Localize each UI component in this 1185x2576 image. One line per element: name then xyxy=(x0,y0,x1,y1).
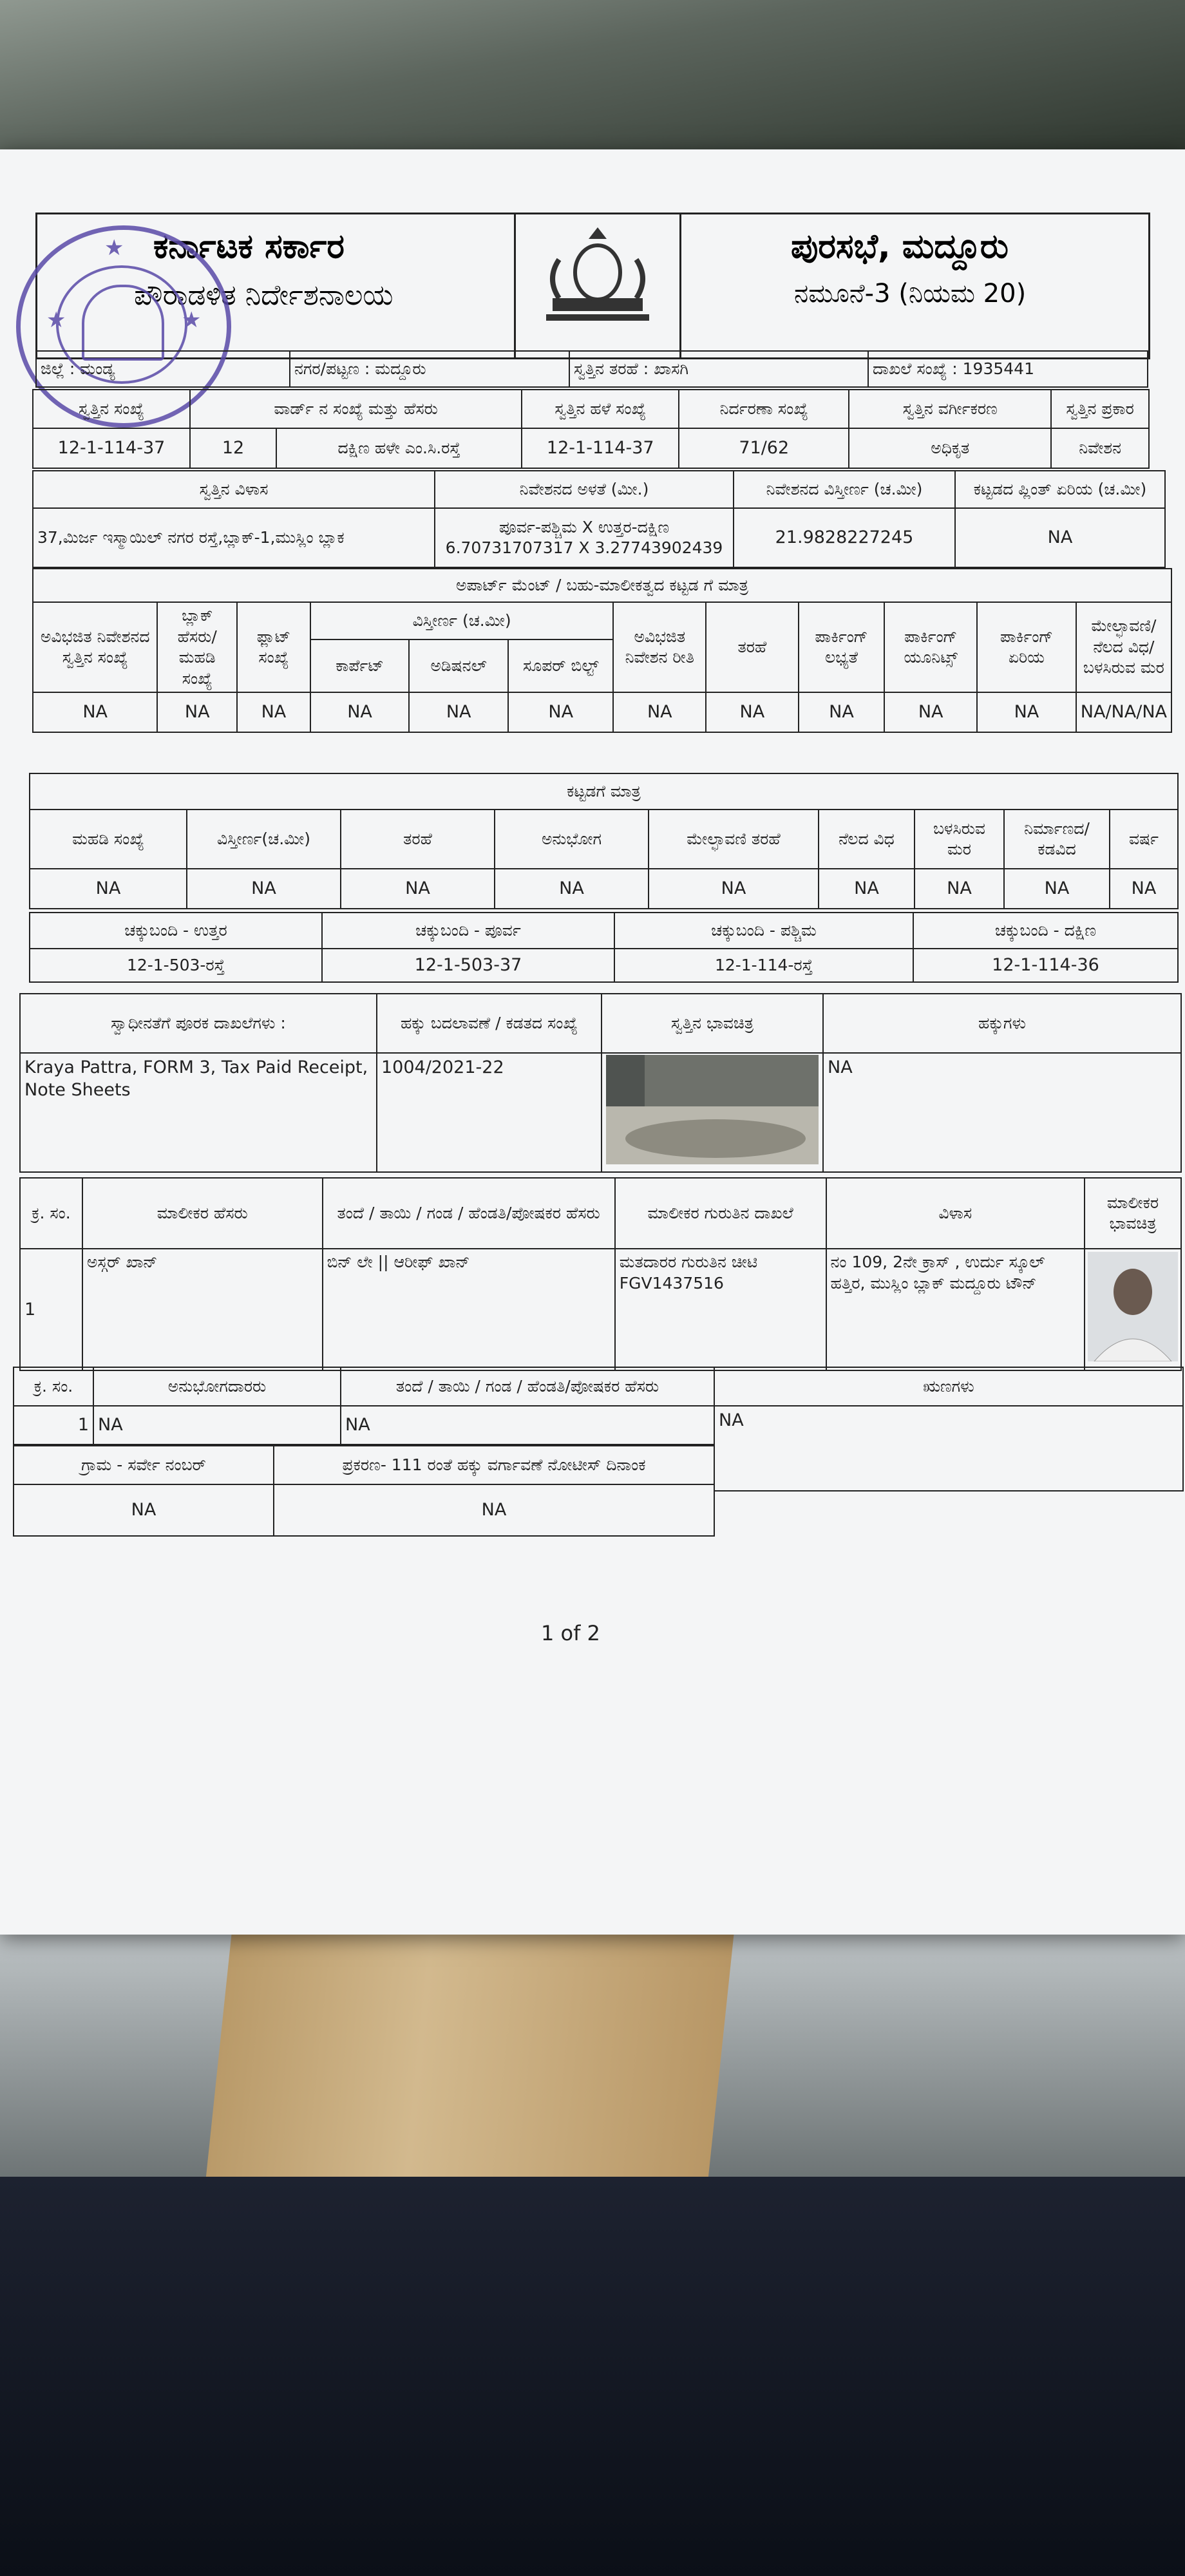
h-plinth-area: ಕಟ್ಟಡದ ಪ್ಲಿಂತ್ ಏರಿಯ (ಚ.ಮೀ) xyxy=(955,471,1165,508)
h-site-area: ನಿವೇಶನದ ವಿಸ್ತೀರ್ಣ (ಚ.ಮೀ) xyxy=(734,471,955,508)
entry-number: ದಾಖಲೆ ಸಂಖ್ಯೆ : 1935441 xyxy=(868,351,1148,387)
site-area: 21.9828227245 xyxy=(734,508,955,567)
apartment-title: ಅಪಾರ್ಟ್ ಮೆಂಟ್ / ಬಹು-ಮಾಲೀಕತ್ವದ ಕಟ್ಟಡ ಗೆ ಮಾತ್ರ xyxy=(33,569,1171,602)
occupant-name: NA xyxy=(93,1406,341,1444)
south: 12-1-114-36 xyxy=(913,949,1178,982)
h-address: ಸ್ವತ್ತಿನ ವಿಳಾಸ xyxy=(33,471,435,508)
h-south: ಚಕ್ಕುಬಂದಿ - ದಕ್ಷಿಣ xyxy=(913,913,1178,949)
h-transfer: ಹಕ್ಕು ಬದಲಾವಣೆ / ಕಡತದ ಸಂಖ್ಯೆ xyxy=(377,994,602,1053)
owner-photo-image xyxy=(1088,1252,1178,1361)
h-super-built: ಸೂಪರ್ ಬಿಲ್ಟ್ xyxy=(508,639,613,692)
district: ಜಿಲ್ಲೆ : ಮಂಡ್ಯ xyxy=(36,351,290,387)
h-building-area: ವಿಸ್ತೀರ್ಣ(ಚ.ಮೀ) xyxy=(187,810,341,869)
property-address-table xyxy=(32,470,1166,568)
h-survey-no: ಗ್ರಾಮ - ಸರ್ವೇ ನಂಬರ್ xyxy=(14,1446,274,1484)
bld-value: NA xyxy=(187,869,341,909)
h-floor-type: ನೆಲದ ವಿಧ xyxy=(819,810,915,869)
h-old-no: ಸ್ವತ್ತಿನ ಹಳೆ ಸಂಖ್ಯೆ xyxy=(522,390,679,428)
bld-value: NA xyxy=(30,869,187,909)
h-property-photo: ಸ್ವತ್ತಿನ ಭಾವಚಿತ್ರ xyxy=(602,994,823,1053)
apt-value: NA xyxy=(508,692,613,732)
property-photo-image xyxy=(606,1055,819,1164)
rights: NA xyxy=(823,1053,1181,1172)
h-undivided: ಅವಿಭಜಿತ ನಿವೇಶನದ ಸ್ವತ್ತಿನ ಸಂಖ್ಯೆ xyxy=(33,602,157,692)
h-owner-sl: ಕ್ರ. ಸಂ. xyxy=(20,1178,82,1249)
h-occupant-sl: ಕ್ರ. ಸಂ. xyxy=(14,1367,93,1406)
bld-value: NA xyxy=(915,869,1004,909)
apt-value: NA xyxy=(884,692,977,732)
h-rights: ಹಕ್ಕುಗಳು xyxy=(823,994,1181,1053)
apt-value: NA xyxy=(706,692,798,732)
h-floor-no: ಮಹಡಿ ಸಂಖ್ಯೆ xyxy=(30,810,187,869)
property-photo xyxy=(602,1053,823,1172)
bld-value: NA xyxy=(495,869,649,909)
property-no: 12-1-114-37 xyxy=(33,428,190,468)
notice-date: NA xyxy=(274,1484,714,1536)
owner-relation: ಬಿನ್ ಲೇ || ಆರೀಫ್ ಖಾನ್ xyxy=(323,1249,615,1370)
h-owner-id: ಮಾಲೀಕರ ಗುರುತಿನ ದಾಖಲೆ xyxy=(615,1178,826,1249)
east: 12-1-503-37 xyxy=(322,949,614,982)
apt-value: NA xyxy=(409,692,508,732)
apt-value: NA xyxy=(310,692,410,732)
apt-value: NA xyxy=(799,692,885,732)
bld-value: NA xyxy=(1004,869,1110,909)
directorate-title: ಪೌರಾಡಳಿತ ನಿರ್ದೇಶನಾಲಯ xyxy=(134,279,393,312)
bld-value: NA xyxy=(649,869,819,909)
north: 12-1-503-ರಸ್ತೆ xyxy=(30,949,322,982)
dimensions-label: ಪೂರ್ವ-ಪಶ್ಚಿಮ X ಉತ್ತರ-ದಕ್ಷಿಣ xyxy=(498,517,670,536)
page-number: 1 of 2 xyxy=(541,1621,600,1645)
h-additional: ಅಡಿಷನಲ್ xyxy=(409,639,508,692)
documents-table xyxy=(19,993,1182,1173)
property-address: 37,ಮಿರ್ಜ ಇಸ್ಮಾಯಿಲ್ ನಗರ ರಸ್ತೆ,ಬ್ಲಾಕ್-1,ಮುಸ್ಲಿಂ ಬ್ಲಾಕ xyxy=(33,508,435,567)
survey-no: NA xyxy=(14,1484,274,1536)
h-roof-type: ಮೇಲ್ಛಾವಣಿ ತರಹೆ xyxy=(649,810,819,869)
h-carpet: ಕಾರ್ಪೆಟ್ xyxy=(310,639,410,692)
h-parking-area: ಪಾರ್ಕಿಂಗ್ ಏರಿಯ xyxy=(977,602,1076,692)
occupant-table xyxy=(13,1367,715,1445)
h-property-no: ಸ್ವತ್ತಿನ ಸಂಖ್ಯೆ xyxy=(33,390,190,428)
apt-value: NA xyxy=(977,692,1076,732)
building-title: ಕಟ್ಟಡಗೆ ಮಾತ್ರ xyxy=(30,773,1178,810)
classification: ಅಧಿಕೃತ xyxy=(849,428,1051,468)
old-no: 12-1-114-37 xyxy=(522,428,679,468)
h-classification: ಸ್ವತ್ತಿನ ವರ್ಗೀಕರಣ xyxy=(849,390,1051,428)
occupant-relation: NA xyxy=(341,1406,714,1444)
assessment-no: 71/62 xyxy=(679,428,849,468)
bld-value: NA xyxy=(341,869,495,909)
dark-cloth-background xyxy=(0,2177,1185,2576)
h-east: ಚಕ್ಕುಬಂದಿ - ಪೂರ್ವ xyxy=(322,913,614,949)
boundaries-table xyxy=(29,912,1179,983)
ward-no: 12 xyxy=(190,428,276,468)
occupant-sl: 1 xyxy=(14,1406,93,1444)
transfer-no: 1004/2021-22 xyxy=(377,1053,602,1172)
h-assessment-no: ನಿರ್ದರಣಾ ಸಂಖ್ಯೆ xyxy=(679,390,849,428)
owner-name: ಅಸ್ಗರ್ ಖಾನ್ xyxy=(82,1249,323,1370)
apartment-table xyxy=(32,568,1172,733)
document-sheet xyxy=(0,149,1185,1935)
owner-photo xyxy=(1085,1249,1181,1370)
apt-value: NA/NA/NA xyxy=(1076,692,1171,732)
owner-sl: 1 xyxy=(20,1249,82,1370)
h-usage: ಅನುಭೋಗ xyxy=(495,810,649,869)
h-loans: ಋಣಗಳು xyxy=(714,1367,1183,1406)
apt-value: NA xyxy=(237,692,310,732)
property-id-table xyxy=(32,389,1150,469)
loans: NA xyxy=(714,1406,1183,1491)
dimensions xyxy=(435,508,734,567)
owner-table xyxy=(19,1177,1182,1371)
h-building-type: ತರಹೆ xyxy=(341,810,495,869)
survey-table xyxy=(13,1445,715,1537)
h-owner-relation: ತಂದೆ / ತಾಯಿ / ಗಂಡ / ಹೆಂಡತಿ/ಪೋಷಕರ ಹೆಸರು xyxy=(323,1178,615,1249)
h-wood: ಬಳಸಿರುವ ಮರ xyxy=(915,810,1004,869)
city: ನಗರ/ಪಟ್ಟಣ : ಮದ್ದೂರು xyxy=(290,351,569,387)
h-ward: ವಾರ್ಡ್ ನ ಸಂಖ್ಯೆ ಮತ್ತು ಹೆಸರು xyxy=(190,390,522,428)
h-documents: ಸ್ವಾಧೀನತೆಗೆ ಪೂರಕ ದಾಖಲೆಗಳು : xyxy=(20,994,377,1053)
h-occupant-relation: ತಂದೆ / ತಾಯಿ / ಗಂಡ / ಹೆಂಡತಿ/ಪೋಷಕರ ಹೆಸರು xyxy=(341,1367,714,1406)
owner-address: ನಂ 109, 2ನೇ ಕ್ರಾಸ್ , ಉರ್ದು ಸ್ಕೂಲ್ ಹತ್ತಿರ, ಮುಸ್ಲಿಂ ಬ್ಲಾಕ್ ಮದ್ದೂರು ಟೌನ್ xyxy=(826,1249,1085,1370)
h-year: ವರ್ಷ xyxy=(1110,810,1178,869)
dimensions-value: 6.70731707317 X 3.27743902439 xyxy=(445,538,723,557)
h-parking-availability: ಪಾರ್ಕಿಂಗ್ ಲಭ್ಯತೆ xyxy=(799,602,885,692)
h-owner-name: ಮಾಲೀಕರ ಹೆಸರು xyxy=(82,1178,323,1249)
h-west: ಚಕ್ಕುಬಂದಿ - ಪಶ್ಚಿಮ xyxy=(614,913,913,949)
h-block: ಬ್ಲಾಕ್ ಹೆಸರು/ ಮಹಡಿ ಸಂಖ್ಯೆ xyxy=(157,602,237,692)
state-emblem-icon xyxy=(533,221,662,337)
plastic-cover-top xyxy=(0,0,1185,167)
govt-title: ಕರ್ನಾಟಕ ಸರ್ಕಾರ xyxy=(153,227,345,266)
bld-value: NA xyxy=(819,869,915,909)
h-flat: ಫ್ಲಾಟ್ ಸಂಖ್ಯೆ xyxy=(237,602,310,692)
h-apartment-area: ವಿಸ್ತೀರ್ಣ (ಚ.ಮೀ) xyxy=(310,602,614,639)
ward-name: ದಕ್ಷಿಣ ಹಳೇ ಎಂ.ಸಿ.ರಸ್ತೆ xyxy=(276,428,522,468)
bld-value: NA xyxy=(1110,869,1178,909)
apt-value: NA xyxy=(157,692,237,732)
h-notice-date: ಪ್ರಕರಣ- 111 ರಂತೆ ಹಕ್ಕು ವರ್ಗಾವಣೆ ನೋಟೀಸ್ ದಿನಾಂಕ xyxy=(274,1446,714,1484)
loans-table xyxy=(714,1367,1184,1492)
h-north: ಚಕ್ಕುಬಂದಿ - ಉತ್ತರ xyxy=(30,913,322,949)
h-construction: ನಿರ್ಮಾಣದ/ ಕಡವಿದ xyxy=(1004,810,1110,869)
property-type: ಸ್ವತ್ತಿನ ತರಹೆ : ಖಾಸಗಿ xyxy=(569,351,868,387)
property-kind: ನಿವೇಶನ xyxy=(1051,428,1149,468)
west: 12-1-114-ರಸ್ತೆ xyxy=(614,949,913,982)
apt-value: NA xyxy=(613,692,706,732)
h-roof-floor-wood: ಮೇಲ್ಛಾವಣಿ/ನೆಲದ ವಿಧ/ಬಳಸಿರುವ ಮರ xyxy=(1076,602,1171,692)
apt-value: NA xyxy=(33,692,157,732)
h-undivided-method: ಅವಿಭಜಿತ ನಿವೇಶನ ರೀತಿ xyxy=(613,602,706,692)
municipality-title: ಪುರಸಭೆ, ಮದ್ದೂರು xyxy=(791,227,1009,266)
h-dimensions: ನಿವೇಶನದ ಅಳತೆ (ಮೀ.) xyxy=(435,471,734,508)
header-info-table xyxy=(35,350,1148,388)
h-parking-units: ಪಾರ್ಕಿಂಗ್ ಯೂನಿಟ್ಸ್ xyxy=(884,602,977,692)
h-owner-photo: ಮಾಲೀಕರ ಭಾವಚಿತ್ರ xyxy=(1085,1178,1181,1249)
form-number: ನಮೂನೆ-3 (ನಿಯಮ 20) xyxy=(794,279,1027,308)
official-seal-icon: ★ ★ ★ xyxy=(16,225,231,428)
h-type: ಸ್ವತ್ತಿನ ಪ್ರಕಾರ xyxy=(1051,390,1149,428)
h-owner-address: ವಿಳಾಸ xyxy=(826,1178,1085,1249)
h-apartment-type: ತರಹೆ xyxy=(706,602,798,692)
owner-id-doc: ಮತದಾರರ ಗುರುತಿನ ಚೀಟಿ FGV1437516 xyxy=(615,1249,826,1370)
plinth-area: NA xyxy=(955,508,1165,567)
h-occupant-name: ಅನುಭೋಗದಾರರು xyxy=(93,1367,341,1406)
documents-list: Kraya Pattra, FORM 3, Tax Paid Receipt, Note Sheets xyxy=(20,1053,377,1172)
building-table xyxy=(29,773,1179,909)
